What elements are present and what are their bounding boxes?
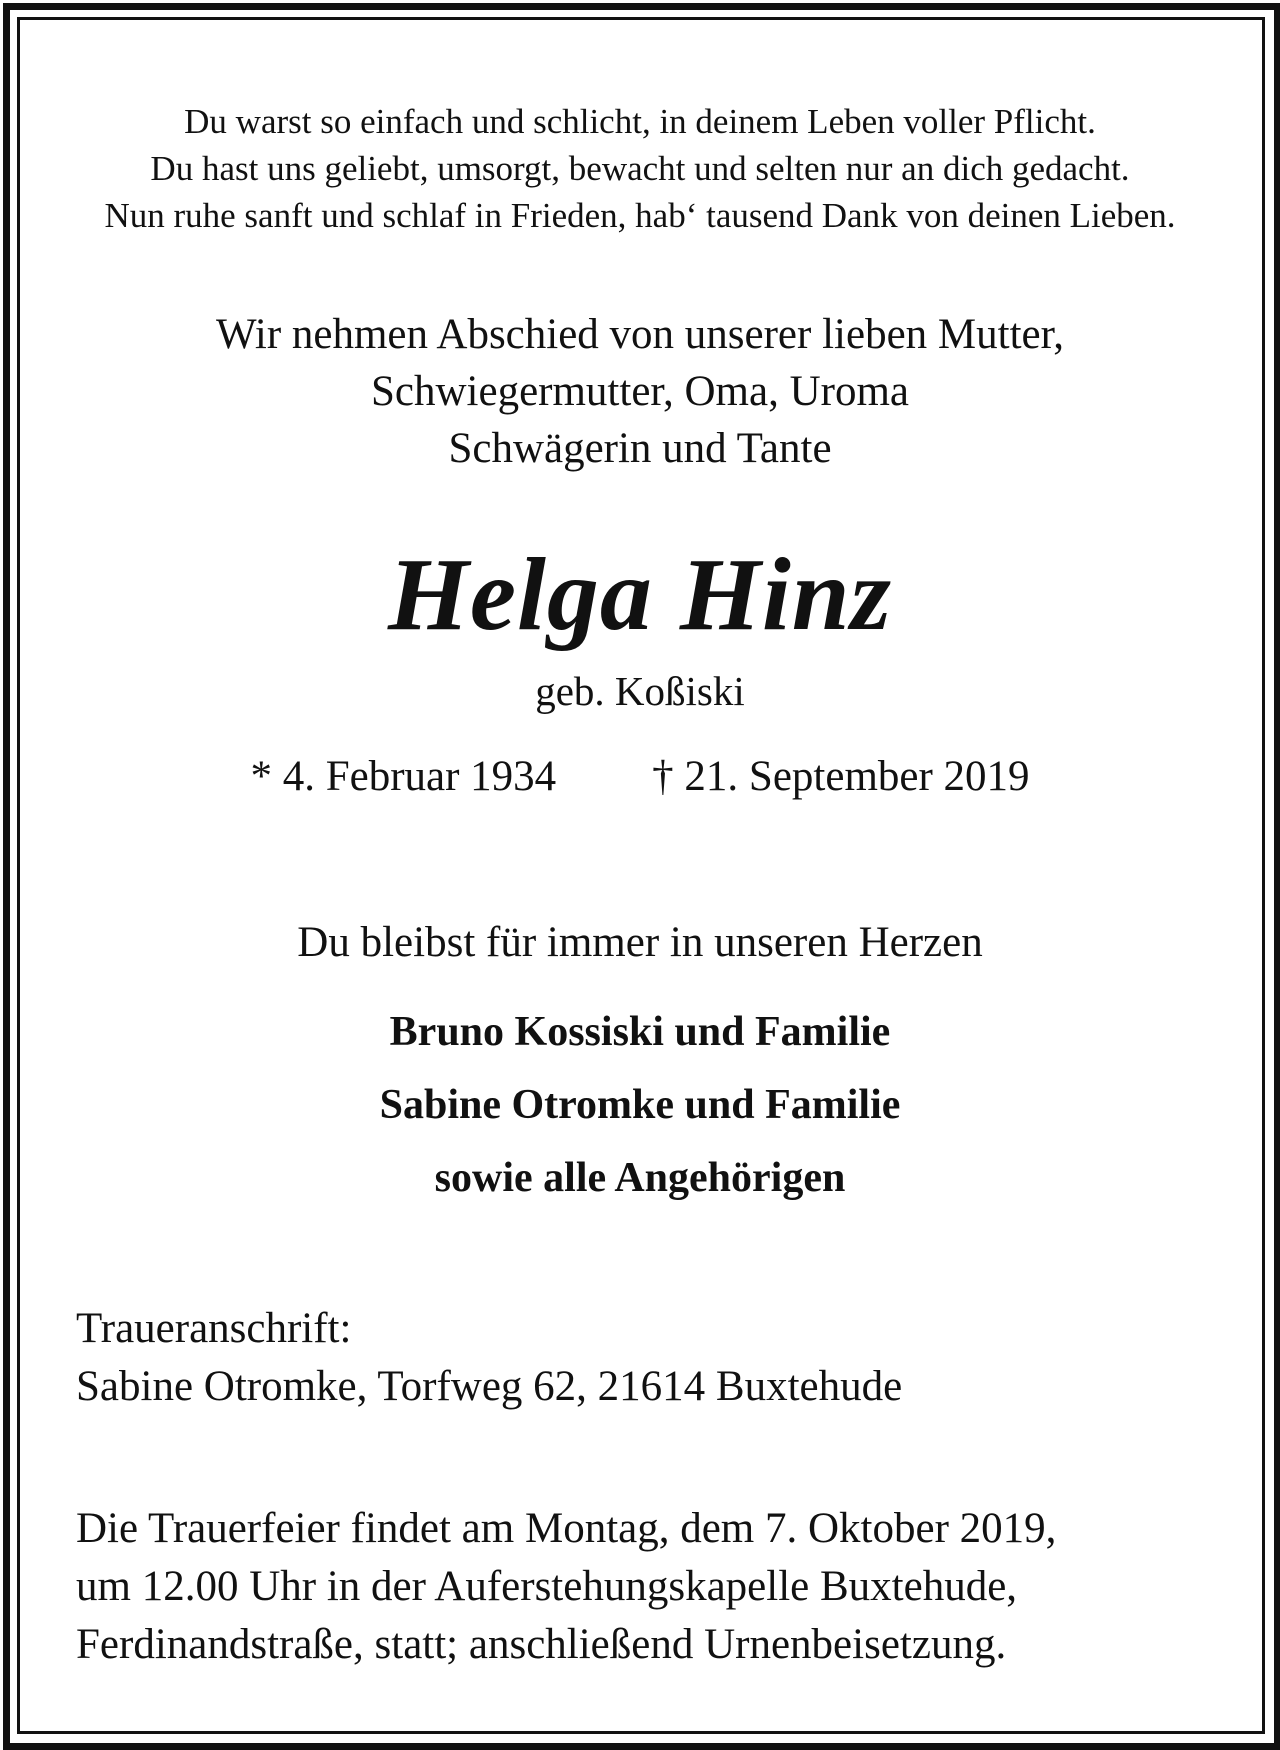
poem-line: Du warst so einfach und schlicht, in deinem Leben voller Pflicht. xyxy=(184,102,1096,141)
funeral-ceremony-info xyxy=(76,1500,1236,1674)
address-label: Traueranschrift: xyxy=(76,1305,352,1352)
deceased-name: Helga Hinz xyxy=(387,537,893,652)
death-date: † 21. September 2019 xyxy=(652,753,1030,800)
life-dates xyxy=(0,749,1280,805)
intro-line: Wir nehmen Abschied von unserer lieben Mutter, xyxy=(216,311,1064,358)
ceremony-line: Ferdinandstraße, statt; anschließend Urnenbeisetzung. xyxy=(76,1621,1007,1668)
mourning-address xyxy=(76,1300,1236,1416)
poem-line: Nun ruhe sanft und schlaf in Frieden, hab‘ tausend Dank von deinen Lieben. xyxy=(104,196,1176,235)
mourner-entry: sowie alle Angehörigen xyxy=(434,1155,846,1201)
mourners xyxy=(0,996,1280,1215)
inner-border xyxy=(17,17,1265,1734)
farewell-intro xyxy=(0,306,1280,477)
intro-line: Schwägerin und Tante xyxy=(448,425,832,472)
maiden-name: geb. Koßiski xyxy=(535,668,745,714)
mourner-entry: Sabine Otromke und Familie xyxy=(379,1082,901,1128)
poem xyxy=(0,98,1280,239)
birth-date: * 4. Februar 1934 xyxy=(250,753,557,800)
ceremony-line: Die Trauerfeier findet am Montag, dem 7. Oktober 2019, xyxy=(76,1505,1057,1552)
mourner-entry: Bruno Kossiski und Familie xyxy=(389,1009,891,1055)
intro-line: Schwiegermutter, Oma, Uroma xyxy=(370,368,909,415)
ceremony-line: um 12.00 Uhr in der Auferstehungskapelle Buxtehude, xyxy=(76,1563,1018,1610)
poem-line: Du hast uns geliebt, umsorgt, bewacht und selten nur an dich gedacht. xyxy=(150,149,1130,188)
address-value: Sabine Otromke, Torfweg 62, 21614 Buxtehude xyxy=(76,1363,903,1410)
remembrance-line: Du bleibst für immer in unseren Herzen xyxy=(297,919,983,966)
